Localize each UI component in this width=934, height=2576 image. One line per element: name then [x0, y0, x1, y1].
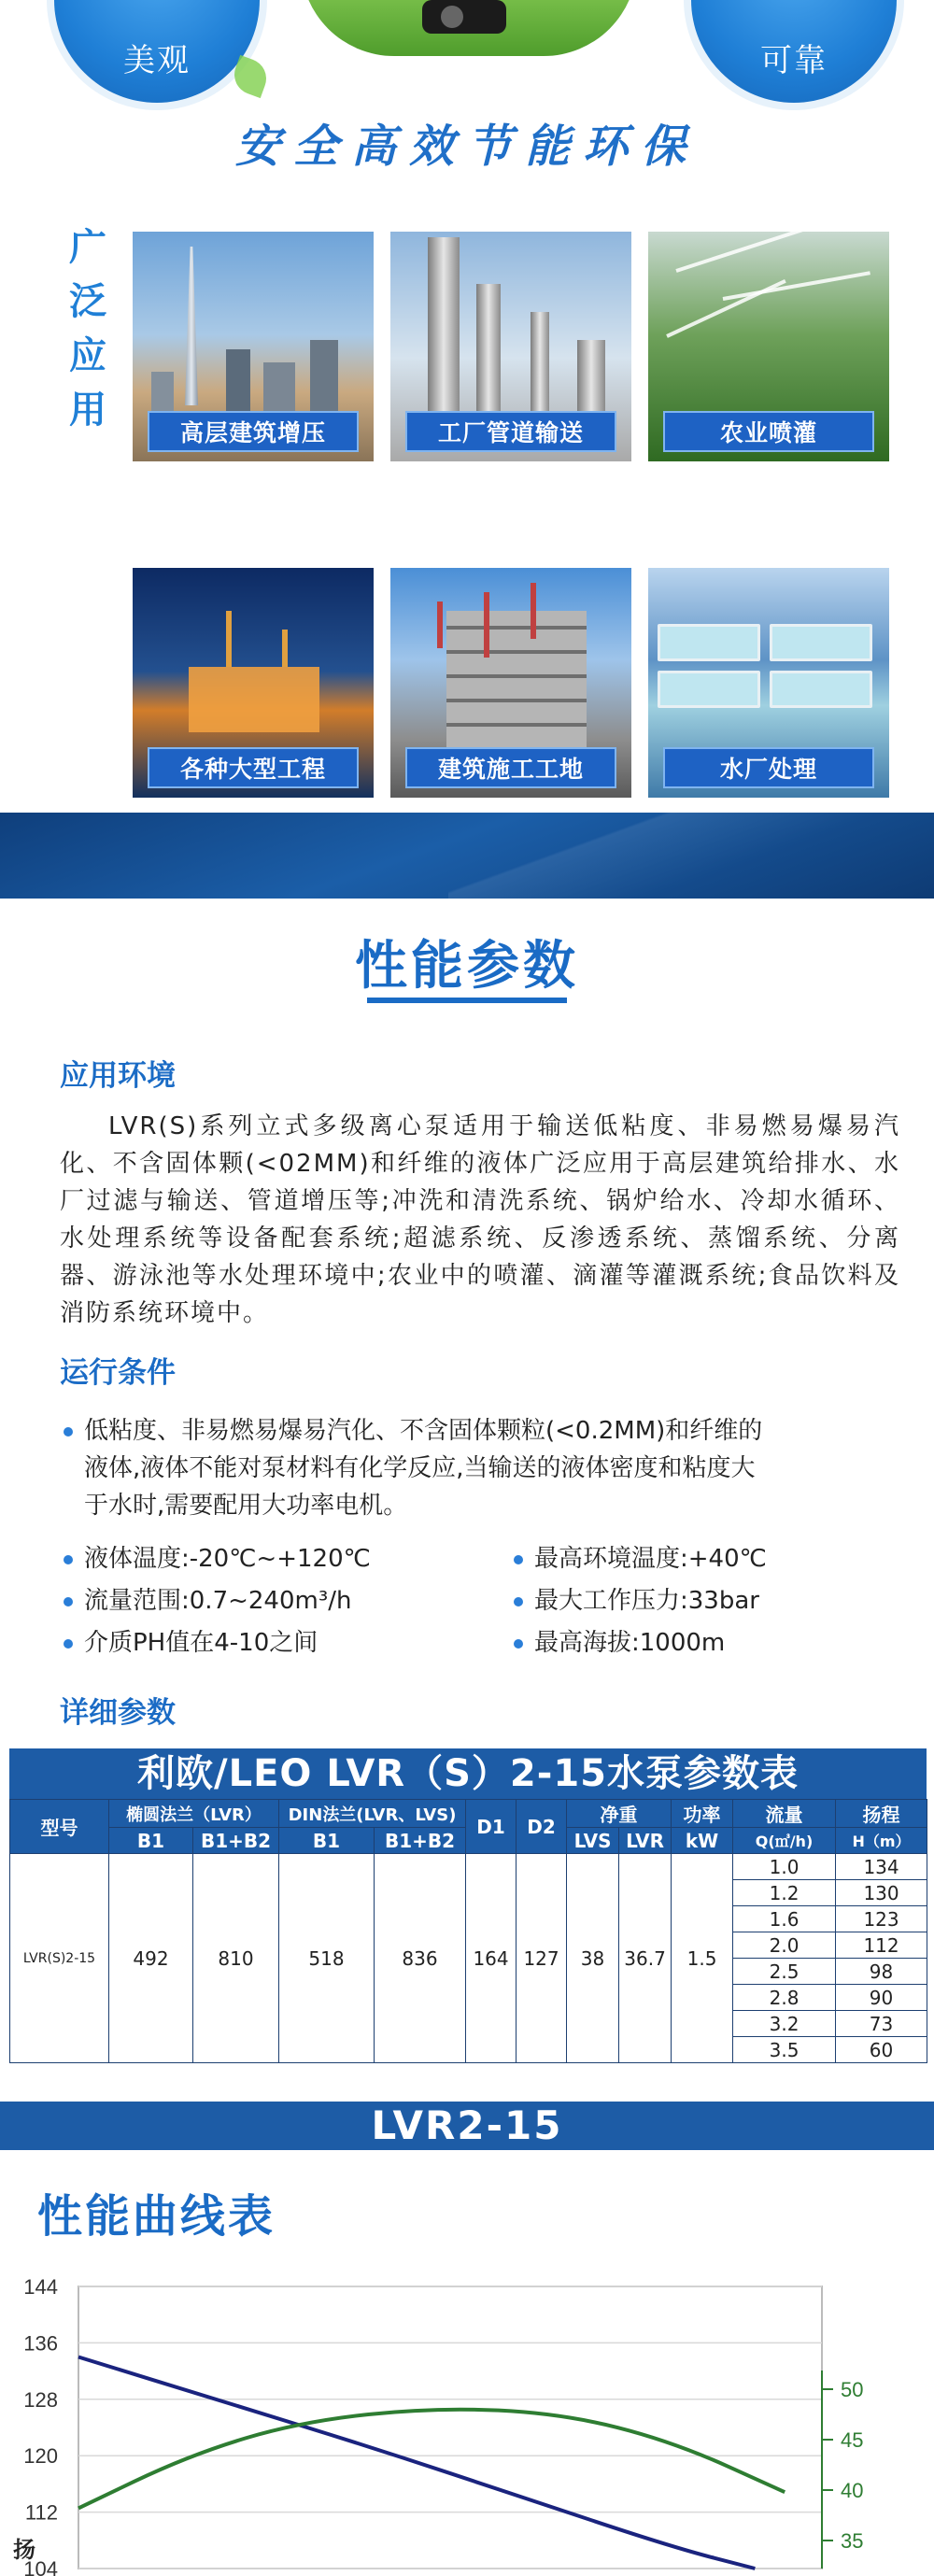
left-tick-label: 144: [23, 2275, 58, 2299]
badge-reliable: [691, 0, 897, 103]
cell-flow: 3.2: [733, 2011, 836, 2037]
left-tick-label: 136: [23, 2331, 58, 2356]
app-label: 高层建筑增压: [148, 411, 359, 452]
app-label: 建筑施工工地: [405, 747, 616, 788]
conditions-heading: 运行条件: [60, 1356, 176, 1390]
spec-liquid-temp: 液体温度:-20℃~+120℃: [64, 1539, 371, 1574]
cell-d2: 127: [517, 1854, 567, 2063]
th-weight: 净重: [567, 1800, 672, 1828]
condition-line: 低粘度、非易燃易爆易汽化、不含固体颗粒(<0.2MM)和纤维的: [64, 1412, 762, 1450]
th-din-b1: B1: [279, 1828, 375, 1854]
cell-flow: 1.0: [733, 1854, 836, 1880]
app-label: 农业喷灌: [663, 411, 874, 452]
app-tile-irrigation: [648, 232, 889, 461]
condition-line: 于水时,需要配用大功率电机。: [84, 1492, 408, 1520]
cell-oval-b1: 492: [109, 1854, 193, 2063]
th-oval-flange: 椭圆法兰（LVR）: [109, 1800, 279, 1828]
th-power: 功率: [672, 1800, 733, 1828]
badge-right-label: 可靠: [760, 42, 828, 79]
bullet-icon: [64, 1555, 73, 1564]
spec-max-altitude: 最高海拔:1000m: [514, 1623, 725, 1658]
th-head: 扬程: [836, 1800, 927, 1828]
th-oval-b1: B1: [109, 1828, 193, 1854]
app-tile-factory: [390, 232, 631, 461]
spec-ambient-temp: 最高环境温度:+40℃: [514, 1539, 767, 1574]
spec-ph: 介质PH值在4-10之间: [64, 1623, 318, 1658]
badge-beautiful: [54, 0, 260, 103]
th-flow: 流量: [733, 1800, 836, 1828]
right-tick-label: 50: [841, 2378, 864, 2401]
table-title: 利欧/LEO LVR（S）2-15水泵参数表: [9, 1748, 927, 1799]
cell-weight-lvs: 38: [567, 1854, 619, 2063]
cell-din-b1: 518: [279, 1854, 375, 2063]
cell-head: 90: [836, 1985, 927, 2011]
performance-title: 性能参数: [355, 936, 579, 997]
env-heading: 应用环境: [60, 1059, 176, 1093]
bullet-icon: [64, 1639, 73, 1649]
cell-head: 98: [836, 1959, 927, 1985]
cell-power: 1.5: [672, 1854, 733, 2063]
spec-flow-range: 流量范围:0.7~240m³/h: [64, 1581, 352, 1616]
applications-title: 广泛应用: [69, 226, 106, 432]
th-din-b1b2: B1+B2: [375, 1828, 466, 1854]
cell-head: 60: [836, 2037, 927, 2063]
conditions-block: [64, 1412, 762, 1524]
cell-head: 130: [836, 1880, 927, 1906]
cell-head: 73: [836, 2011, 927, 2037]
right-tick-label: 35: [841, 2529, 864, 2553]
pump-icon: [422, 0, 506, 34]
bullet-icon: [64, 1427, 73, 1437]
th-d2: D2: [517, 1800, 567, 1854]
right-tick-label: 40: [841, 2479, 864, 2502]
cell-head: 123: [836, 1906, 927, 1932]
cell-weight-lvr: 36.7: [619, 1854, 672, 2063]
right-tick-label: 45: [841, 2428, 864, 2452]
spec-max-pressure: 最大工作压力:33bar: [514, 1581, 759, 1616]
condition-line: 液体,液体不能对泵材料有化学反应,当输送的液体密度和粘度大: [84, 1454, 756, 1482]
app-tile-highrise: [133, 232, 374, 461]
title-underline: [367, 998, 567, 1003]
th-lvr: LVR: [619, 1828, 672, 1854]
app-tile-large-projects: [133, 568, 374, 798]
cell-oval-b1b2: 810: [193, 1854, 279, 2063]
cell-flow: 2.0: [733, 1932, 836, 1959]
table-row: [10, 1854, 927, 1880]
cell-flow: 3.5: [733, 2037, 836, 2063]
section-divider-band: [0, 813, 934, 899]
app-tile-construction: [390, 568, 631, 798]
app-tile-water-plant: [648, 568, 889, 798]
app-label: 水厂处理: [663, 747, 874, 788]
cell-d1: 164: [466, 1854, 517, 2063]
badge-left-label: 美观: [123, 42, 191, 79]
cell-flow: 1.2: [733, 1880, 836, 1906]
th-h-unit: H（m）: [836, 1828, 927, 1854]
bullet-icon: [64, 1597, 73, 1606]
left-tick-label: 112: [24, 2500, 58, 2525]
curve-title: 性能曲线表: [37, 2190, 276, 2243]
bullet-icon: [514, 1555, 523, 1564]
detail-heading: 详细参数: [60, 1696, 176, 1730]
y-axis-label: 扬: [13, 2538, 35, 2563]
th-lvs: LVS: [567, 1828, 619, 1854]
th-model: 型号: [10, 1800, 109, 1854]
slogan: 安全高效节能环保: [234, 120, 699, 173]
bullet-icon: [514, 1639, 523, 1649]
cell-din-b1b2: 836: [375, 1854, 466, 2063]
th-din-flange: DIN法兰(LVR、LVS): [279, 1800, 466, 1828]
app-label: 各种大型工程: [148, 747, 359, 788]
left-tick-label: 128: [23, 2387, 58, 2412]
applications-grid: [133, 232, 889, 786]
th-kw: kW: [672, 1828, 733, 1854]
cell-flow: 2.5: [733, 1959, 836, 1985]
th-d1: D1: [466, 1800, 517, 1854]
th-q-unit: Q(㎥/h): [733, 1828, 836, 1854]
cell-head: 112: [836, 1932, 927, 1959]
params-table: [9, 1748, 927, 2063]
env-text: LVR(S)系列立式多级离心泵适用于输送低粘度、非易燃易爆易汽化、不含固体颗(<02MM)和纤维的液体广泛应用于高层建筑给排水、水厂过滤与输送、管道增压等;冲洗和清洗系统、锅炉给水、冷却水循环、水处理系统等设备配套系统;超滤系统、反渗透系统、蒸馏系统、分离器、游泳池等水处理环境中;农业中的喷灌、滴灌等灌溉系统;食品饮料及消防系统环境中。: [60, 1112, 900, 1327]
bullet-icon: [514, 1597, 523, 1606]
cell-flow: 1.6: [733, 1906, 836, 1932]
th-oval-b1b2: B1+B2: [193, 1828, 279, 1854]
left-tick-label: 104: [23, 2557, 58, 2576]
app-label: 工厂管道输送: [405, 411, 616, 452]
top-banner: [0, 0, 934, 215]
model-band: LVR2-15: [0, 2102, 934, 2150]
cell-head: 134: [836, 1854, 927, 1880]
cell-model: LVR(S)2-15: [10, 1854, 109, 2063]
performance-curve-chart: [0, 2260, 934, 2576]
left-tick-label: 120: [23, 2444, 58, 2469]
cell-flow: 2.8: [733, 1985, 836, 2011]
pump-product-image: [301, 0, 637, 56]
